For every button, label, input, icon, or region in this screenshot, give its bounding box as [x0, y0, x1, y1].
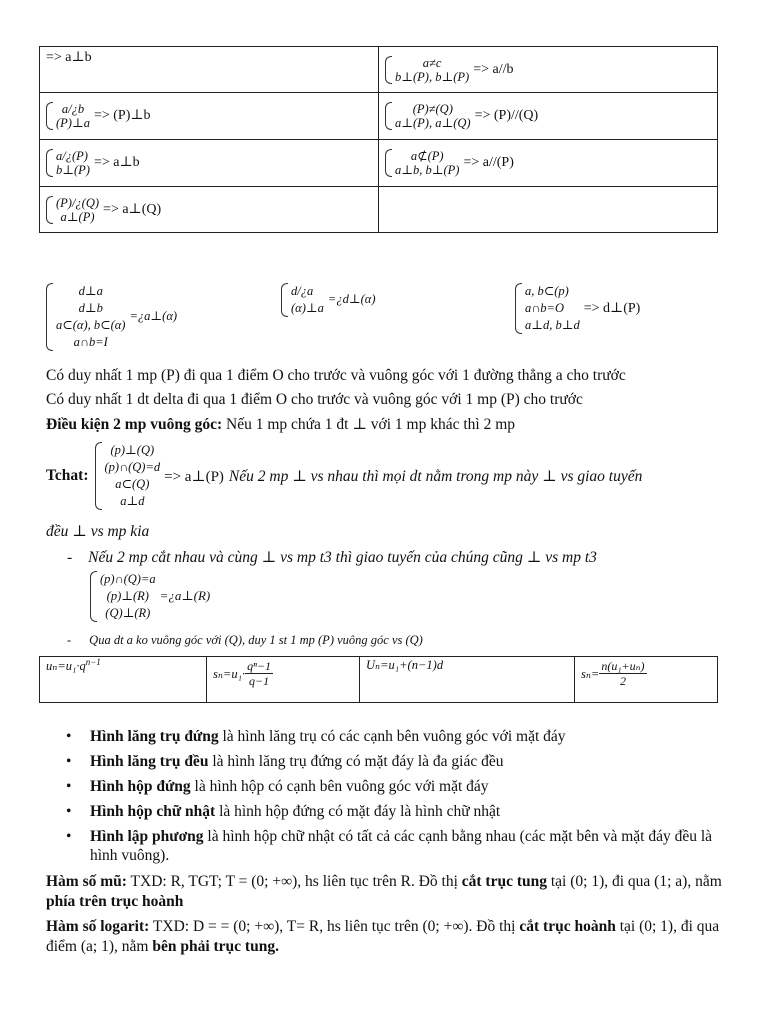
table-cell: [40, 187, 379, 233]
list-item: [60, 727, 740, 746]
system-line: a⊥b, b⊥(P): [395, 163, 460, 177]
system-line: (p)∩(Q)=d: [104, 460, 161, 474]
table-cell: [40, 47, 379, 93]
system-result: =¿a⊥(α): [129, 309, 178, 324]
text-line: Có duy nhất 1 mp (P) đi qua 1 điểm O cho trước và vuông góc với 1 đường thẳng a cho trước: [46, 367, 626, 384]
system-line: a∩b=O: [525, 301, 564, 315]
property-block: [46, 442, 642, 510]
formula-text: sₙ=u₁·: [213, 666, 246, 681]
table-cell: [379, 93, 718, 140]
table-cell: [40, 140, 379, 187]
table-cell: [40, 93, 379, 140]
list-item: [60, 827, 740, 865]
definition-text: là hình hộp có cạnh bên vuông góc với mặt đáy: [190, 778, 489, 795]
paragraph-bold: cắt trục hoành: [519, 918, 616, 935]
brace: [46, 149, 53, 177]
brace: [46, 102, 53, 130]
system-line: a/¿(P): [56, 149, 88, 163]
brace: [46, 196, 53, 224]
property-statement: Nếu 2 mp ⊥ vs nhau thì mọi dt nằm trong mp này ⊥ vs giao tuyến: [228, 467, 643, 485]
system-result: => d⊥(P): [583, 300, 641, 316]
list-item: [60, 802, 740, 821]
definition-term: Hình lập phương: [90, 828, 204, 845]
condition-label: Điều kiện 2 mp vuông góc:: [46, 416, 223, 433]
paragraph-text: tại (0; 1), đi qua (1; a), nằm: [547, 873, 722, 890]
definition-text: là hình lăng trụ đứng có mặt đáy là đa giác đều: [208, 753, 504, 770]
fraction-denominator: q−1: [248, 674, 270, 688]
paragraph-text: TXD: R, TGT; T = (0; +∞), hs liên tục trên R. Đồ thị: [126, 873, 462, 890]
table-row: [40, 657, 718, 703]
table-row: [40, 140, 718, 187]
formula-cell: [575, 657, 718, 703]
paragraph-bold: cắt trục tung: [461, 873, 547, 890]
brace: [385, 149, 392, 177]
system-line: a⊄(P): [410, 149, 444, 163]
formula-table: [39, 656, 718, 703]
brace: [385, 56, 392, 84]
system-result: => (P)//(Q): [474, 108, 539, 124]
system-line: a/¿b: [61, 102, 85, 116]
table-cell: [379, 140, 718, 187]
system-result: =¿d⊥(α): [327, 292, 376, 307]
system-line: (Q)⊥(R): [105, 606, 151, 620]
system-result: =¿a⊥(R): [159, 587, 211, 603]
formula-text: uₙ=u₁·q: [46, 659, 86, 674]
system-line: (P)≠(Q): [412, 102, 453, 116]
system-result: => a//b: [473, 61, 514, 77]
table-row: [40, 93, 718, 140]
brace: [90, 571, 97, 622]
system-line: b⊥(P), b⊥(P): [395, 69, 470, 84]
system-line: a∩b=I: [73, 335, 108, 349]
list-item: - Qua dt a ko vuông góc với (Q), duy 1 st 1 mp (P) vuông góc vs (Q): [67, 633, 423, 647]
formula-text: sₙ=: [581, 666, 600, 681]
math-system: [385, 149, 459, 177]
perp-system-3: [515, 283, 640, 334]
brace: [95, 442, 102, 510]
list-item: - Nếu 2 mp cắt nhau và cùng ⊥ vs mp t3 thì giao tuyến của chúng cũng ⊥ vs mp t3: [67, 549, 597, 566]
system-line: (p)⊥(R): [106, 589, 149, 603]
system-line: (p)⊥(Q): [110, 443, 155, 457]
math-system: [46, 102, 90, 130]
system-line: a, b⊂(p): [525, 284, 569, 298]
formula-cell: [40, 657, 207, 703]
relations-table: [39, 46, 718, 233]
paragraph-label: Hàm số logarit:: [46, 918, 150, 935]
system-result: => a//(P): [463, 155, 514, 171]
system-line: a⊥(P): [60, 209, 95, 224]
list-item-text: Qua dt a ko vuông góc với (Q), duy 1 st 1 mp (P) vuông góc vs (Q): [89, 633, 423, 647]
formula-cell: [360, 657, 575, 703]
definition-text: là hình hộp chữ nhật có tất cả các cạnh bằng nhau (các mặt bên và mặt đáy đều là hình vuông).: [90, 828, 713, 864]
system-result: => (P)⊥b: [93, 108, 151, 124]
paragraph-text: TXD: D = = (0; +∞), T= R, hs liên tục trên (0; +∞). Đồ thị: [149, 918, 520, 935]
cell-text: => a⊥b: [46, 50, 92, 65]
math-system: [385, 56, 469, 84]
system-result: => a⊥(Q): [103, 201, 162, 217]
math-system: [46, 149, 90, 177]
fraction-denominator: 2: [619, 674, 626, 688]
definitions-list: [60, 727, 740, 871]
perp-system-2: [281, 283, 375, 317]
intersection-system: [90, 571, 210, 622]
brace: [515, 283, 522, 334]
brace: [281, 283, 288, 317]
system-line: (p)∩(Q)=a: [100, 572, 156, 586]
definition-text: là hình hộp đứng có mặt đáy là hình chữ nhật: [215, 803, 501, 820]
formula-cell: [207, 657, 360, 703]
condition-text: Nếu 1 mp chứa 1 đt ⊥ với 1 mp khác thì 2 mp: [222, 416, 516, 433]
system-line: a⊥(P), a⊥(Q): [395, 116, 471, 130]
property-label: Tchat:: [46, 467, 89, 484]
paragraph-label: Hàm số mũ:: [46, 873, 127, 890]
logarithm-paragraph: [46, 917, 726, 957]
property-continuation: đều ⊥ vs mp kia: [46, 523, 150, 540]
brace: [46, 283, 53, 351]
fraction-numerator: n(u₁+uₙ): [601, 659, 645, 673]
system-line: (α)⊥a: [291, 301, 324, 315]
system-line: d⊥a: [78, 284, 103, 298]
list-item-text: Nếu 2 mp cắt nhau và cùng ⊥ vs mp t3 thì giao tuyến của chúng cũng ⊥ vs mp t3: [88, 549, 597, 566]
system-line: a≠c: [422, 55, 442, 70]
math-system: [46, 196, 99, 224]
formula-text: Uₙ=u₁+(n−1)d: [366, 658, 444, 672]
system-line: d⊥b: [78, 301, 103, 315]
system-line: a⊂(Q): [115, 477, 150, 491]
system-line: d/¿a: [291, 284, 314, 298]
text-line: Có duy nhất 1 dt delta đi qua 1 điểm O cho trước và vuông góc với 1 mp (P) cho trước: [46, 391, 583, 408]
definition-term: Hình lăng trụ đứng: [90, 728, 219, 745]
table-row: [40, 47, 718, 93]
condition-line: [46, 415, 515, 434]
perp-system-1: [46, 283, 177, 351]
system-line: (P)/¿(Q): [56, 195, 100, 210]
fraction-numerator: qⁿ−1: [247, 659, 271, 673]
table-cell-empty: [379, 187, 718, 233]
formula-exponent: n−1: [85, 657, 101, 667]
system-line: a⊂(α), b⊂(α): [56, 318, 126, 332]
system-result: => a⊥b: [93, 155, 140, 171]
table-row: [40, 187, 718, 233]
table-cell: [379, 47, 718, 93]
brace: [385, 102, 392, 130]
exponential-paragraph: [46, 872, 726, 912]
system-line: (P)⊥a: [56, 116, 90, 130]
list-item: [60, 752, 740, 771]
definition-term: Hình hộp chữ nhật: [90, 803, 216, 820]
definition-term: Hình lăng trụ đều: [90, 753, 209, 770]
paragraph-bold: bên phải trục tung.: [152, 938, 279, 955]
system-line: a⊥d: [120, 494, 145, 508]
paragraph-text: tại (0; 1), đi qua điểm (a; 1), nằm: [46, 918, 720, 955]
math-system: [385, 102, 471, 130]
definition-text: là hình lăng trụ có các cạnh bên vuông góc với mặt đáy: [218, 728, 566, 745]
definition-term: Hình hộp đứng: [90, 778, 191, 795]
system-line: a⊥d, b⊥d: [525, 318, 580, 332]
paragraph-bold: phía trên trục hoành: [46, 893, 184, 910]
system-line: b⊥(P): [56, 163, 90, 177]
system-result: => a⊥(P): [164, 468, 224, 485]
list-item: [60, 777, 740, 796]
